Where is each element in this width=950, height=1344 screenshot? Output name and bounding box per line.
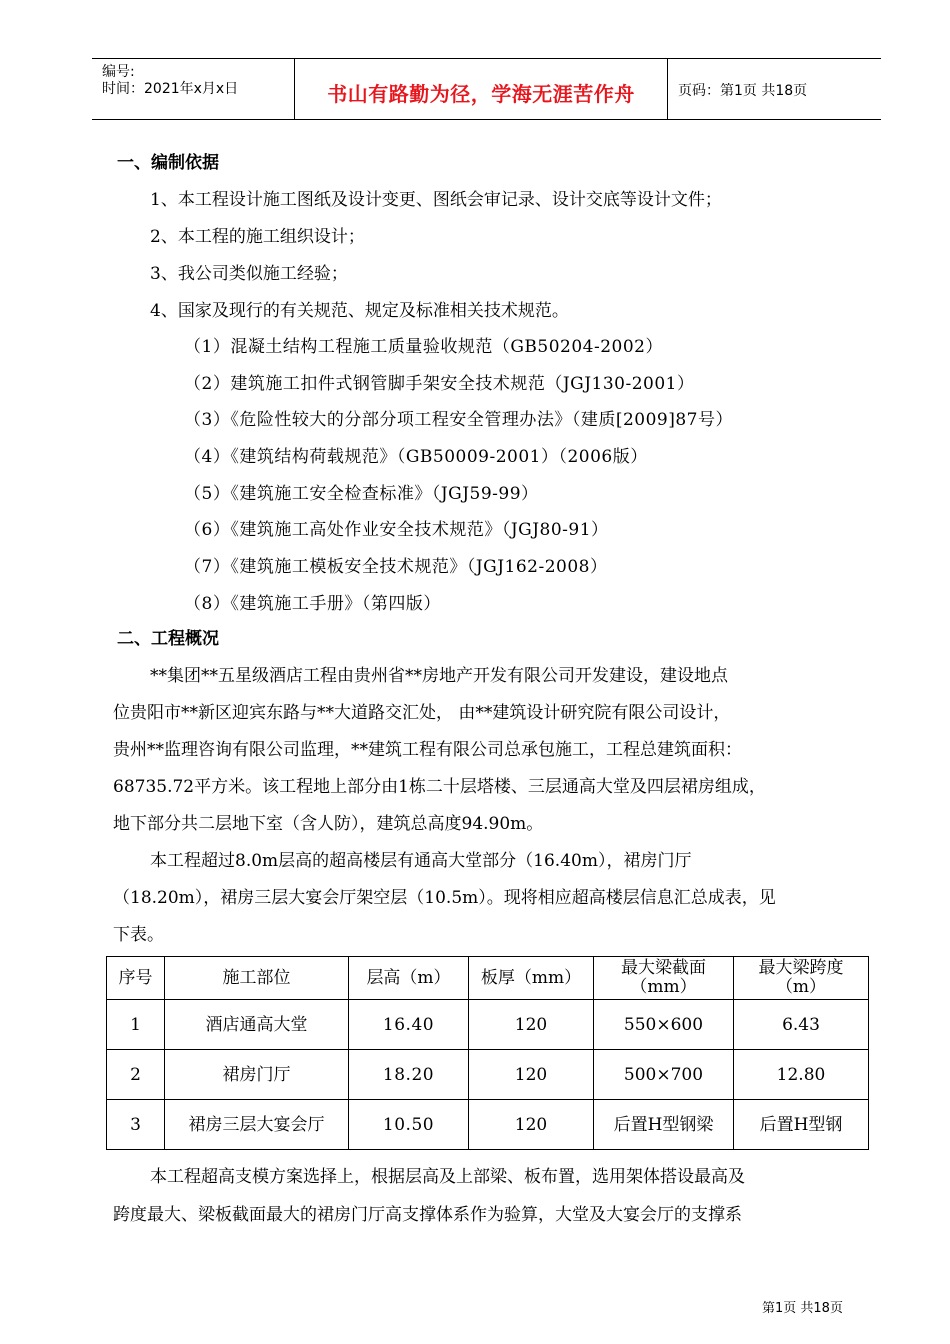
section-title-basis: 一、编制依据 (117, 153, 219, 173)
header-page-number: 页码：第1页 共18页 (678, 83, 808, 99)
table-cell: 后置H型钢梁 (594, 1100, 734, 1150)
basis-item: 1、本工程设计施工图纸及设计变更、图纸会审记录、设计交底等设计文件； (150, 190, 722, 210)
standard-item: （2）建筑施工扣件式钢管脚手架安全技术规范（JGJ130-2001） (184, 374, 695, 394)
standard-item: （7）《建筑施工模板安全技术规范》（JGJ162-2008） (184, 557, 608, 577)
basis-item: 3、我公司类似施工经验； (150, 264, 348, 284)
table-cell: 18.20 (349, 1050, 469, 1100)
standard-item: （5）《建筑施工安全检查标准》（JGJ59-99） (184, 484, 539, 504)
table-header-cell: 最大梁截面 （mm） (594, 957, 734, 1000)
header-page-cell (668, 59, 881, 119)
overview-paragraph-line: 下表。 (113, 925, 164, 945)
table-cell: 酒店通高大堂 (165, 1000, 349, 1050)
standard-item: （1）混凝土结构工程施工质量验收规范（GB50204-2002） (184, 337, 663, 357)
scheme-paragraph-line: 本工程超高支模方案选择上，根据层高及上部梁、板布置，选用架体搭设最高及 (150, 1167, 745, 1187)
standard-item: （8）《建筑施工手册》（第四版） (184, 594, 441, 614)
basis-item: 2、本工程的施工组织设计； (150, 227, 365, 247)
table-header-cell: 序号 (107, 957, 165, 1000)
table-cell: 2 (107, 1050, 165, 1100)
document-number-label: 编号: (102, 64, 135, 80)
table-header-cell: 最大梁跨度 （m） (734, 957, 869, 1000)
page-header (92, 58, 881, 120)
table-cell: 120 (469, 1100, 594, 1150)
footer-page-number: 第1页 共18页 (762, 1301, 843, 1316)
floor-info-table (106, 956, 869, 1150)
table-row (107, 1100, 869, 1150)
header-meta-cell (92, 59, 295, 119)
scheme-paragraph-line: 跨度最大、梁板截面最大的裙房门厅高支撑体系作为验算，大堂及大宴会厅的支撑系 (113, 1205, 742, 1225)
table-cell: 120 (469, 1000, 594, 1050)
table-cell: 12.80 (734, 1050, 869, 1100)
table-cell: 16.40 (349, 1000, 469, 1050)
table-cell: 后置H型钢 (734, 1100, 869, 1150)
overview-paragraph-line: 地下部分共二层地下室（含人防），建筑总高度94.90m。 (113, 814, 544, 834)
section-title-overview: 二、工程概况 (117, 629, 219, 649)
table-header-cell: 层高（m） (349, 957, 469, 1000)
overview-paragraph-line: **集团**五星级酒店工程由贵州省**房地产开发有限公司开发建设，建设地点 (150, 666, 728, 686)
header-motto: 书山有路勤为径，学海无涯苦作舟 (327, 82, 635, 106)
table-row (107, 1050, 869, 1100)
table-header-cell: 施工部位 (165, 957, 349, 1000)
table-cell: 550×600 (594, 1000, 734, 1050)
overview-paragraph-line: 位贵阳市**新区迎宾东路与**大道路交汇处， 由**建筑设计研究院有限公司设计， (113, 703, 731, 723)
table-row (107, 1000, 869, 1050)
standard-item: （3）《危险性较大的分部分项工程安全管理办法》（建质[2009]87号） (184, 410, 733, 430)
table-cell: 裙房三层大宴会厅 (165, 1100, 349, 1150)
overview-paragraph-line: 贵州**监理咨询有限公司监理，**建筑工程有限公司总承包施工，工程总建筑面积： (113, 740, 742, 760)
standard-item: （4）《建筑结构荷载规范》（GB50009-2001）（2006版） (184, 447, 648, 467)
table-cell: 3 (107, 1100, 165, 1150)
standard-item: （6）《建筑施工高处作业安全技术规范》（JGJ80-91） (184, 520, 609, 540)
document-time-label: 时间：2021年x月x日 (102, 81, 239, 97)
overview-paragraph-line: 68735.72平方米。该工程地上部分由1栋二十层塔楼、三层通高大堂及四层裙房组成， (113, 777, 766, 797)
table-cell: 120 (469, 1050, 594, 1100)
table-header-row (107, 957, 869, 1000)
table-cell: 6.43 (734, 1000, 869, 1050)
overview-paragraph-line: （18.20m），裙房三层大宴会厅架空层（10.5m）。现将相应超高楼层信息汇总成表，见 (113, 888, 776, 908)
overview-paragraph-line: 本工程超过8.0m层高的超高楼层有通高大堂部分（16.40m），裙房门厅 (150, 851, 692, 871)
table-cell: 1 (107, 1000, 165, 1050)
basis-item: 4、国家及现行的有关规范、规定及标准相关技术规范。 (150, 301, 569, 321)
table-cell: 10.50 (349, 1100, 469, 1150)
table-cell: 裙房门厅 (165, 1050, 349, 1100)
table-cell: 500×700 (594, 1050, 734, 1100)
table-header-cell: 板厚（mm） (469, 957, 594, 1000)
header-motto-cell (295, 59, 668, 119)
